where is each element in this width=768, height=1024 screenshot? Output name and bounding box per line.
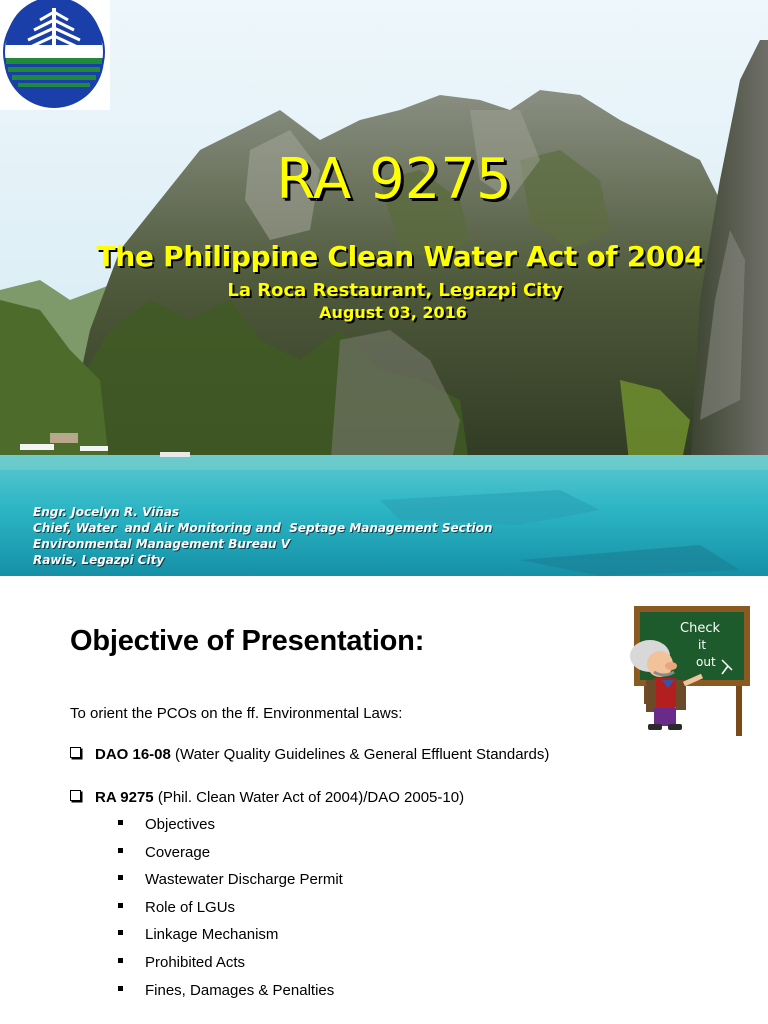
square-bullet-icon: [118, 875, 123, 880]
presenter-position: Chief, Water and Air Monitoring and Septage Management Section: [33, 521, 493, 535]
square-bullet-icon: [118, 986, 123, 991]
sub-list-item: Linkage Mechanism: [118, 926, 343, 954]
square-bullet-icon: [118, 820, 123, 825]
presenter-block: [33, 504, 492, 568]
chalk-text-3: out: [696, 655, 716, 669]
square-bullet-icon: [118, 958, 123, 963]
square-bullet-icon: [118, 848, 123, 853]
sub-list-item: Coverage: [118, 844, 343, 872]
item-text: (Water Quality Guidelines & General Effluent Standards): [170, 746, 550, 763]
intro-text: To orient the PCOs on the ff. Environmental Laws:: [70, 705, 403, 722]
item-text: (Phil. Clean Water Act of 2004)/DAO 2005-10): [153, 789, 465, 806]
list-item: [70, 789, 464, 806]
denr-logo: [0, 0, 110, 110]
presenter-office: Environmental Management Bureau V: [33, 537, 291, 551]
sub-list-item: Prohibited Acts: [118, 954, 343, 982]
denr-logo-icon: [0, 0, 110, 110]
objective-slide: [0, 578, 768, 1024]
date-text: August 03, 2016: [319, 303, 467, 322]
list-item: [70, 746, 549, 763]
chalk-text-1: Check: [680, 621, 720, 636]
square-bullet-icon: [118, 930, 123, 935]
checkbox-bullet-icon: [70, 790, 81, 801]
venue-text: La Roca Restaurant, Legazpi City: [227, 280, 563, 301]
sub-list-item: Wastewater Discharge Permit: [118, 871, 343, 899]
teacher-chalkboard-icon: [624, 604, 754, 736]
checkbox-bullet-icon: [70, 747, 81, 758]
item-bold: RA 9275: [95, 789, 154, 806]
sub-list-item: Role of LGUs: [118, 899, 343, 927]
sub-list: [118, 816, 343, 1009]
presenter-address: Rawis, Legazpi City: [33, 553, 165, 567]
sub-list-item: Objectives: [118, 816, 343, 844]
item-bold: DAO 16-08: [95, 746, 171, 763]
slide-title: RA 9275: [276, 147, 512, 212]
chalk-text-2: it: [698, 638, 707, 652]
presenter-name: Engr. Jocelyn R. Viñas: [33, 505, 180, 519]
square-bullet-icon: [118, 903, 123, 908]
slide-subtitle: The Philippine Clean Water Act of 2004: [96, 240, 704, 273]
objective-title: Objective of Presentation:: [70, 625, 425, 657]
sub-list-item: Fines, Damages & Penalties: [118, 982, 343, 1010]
